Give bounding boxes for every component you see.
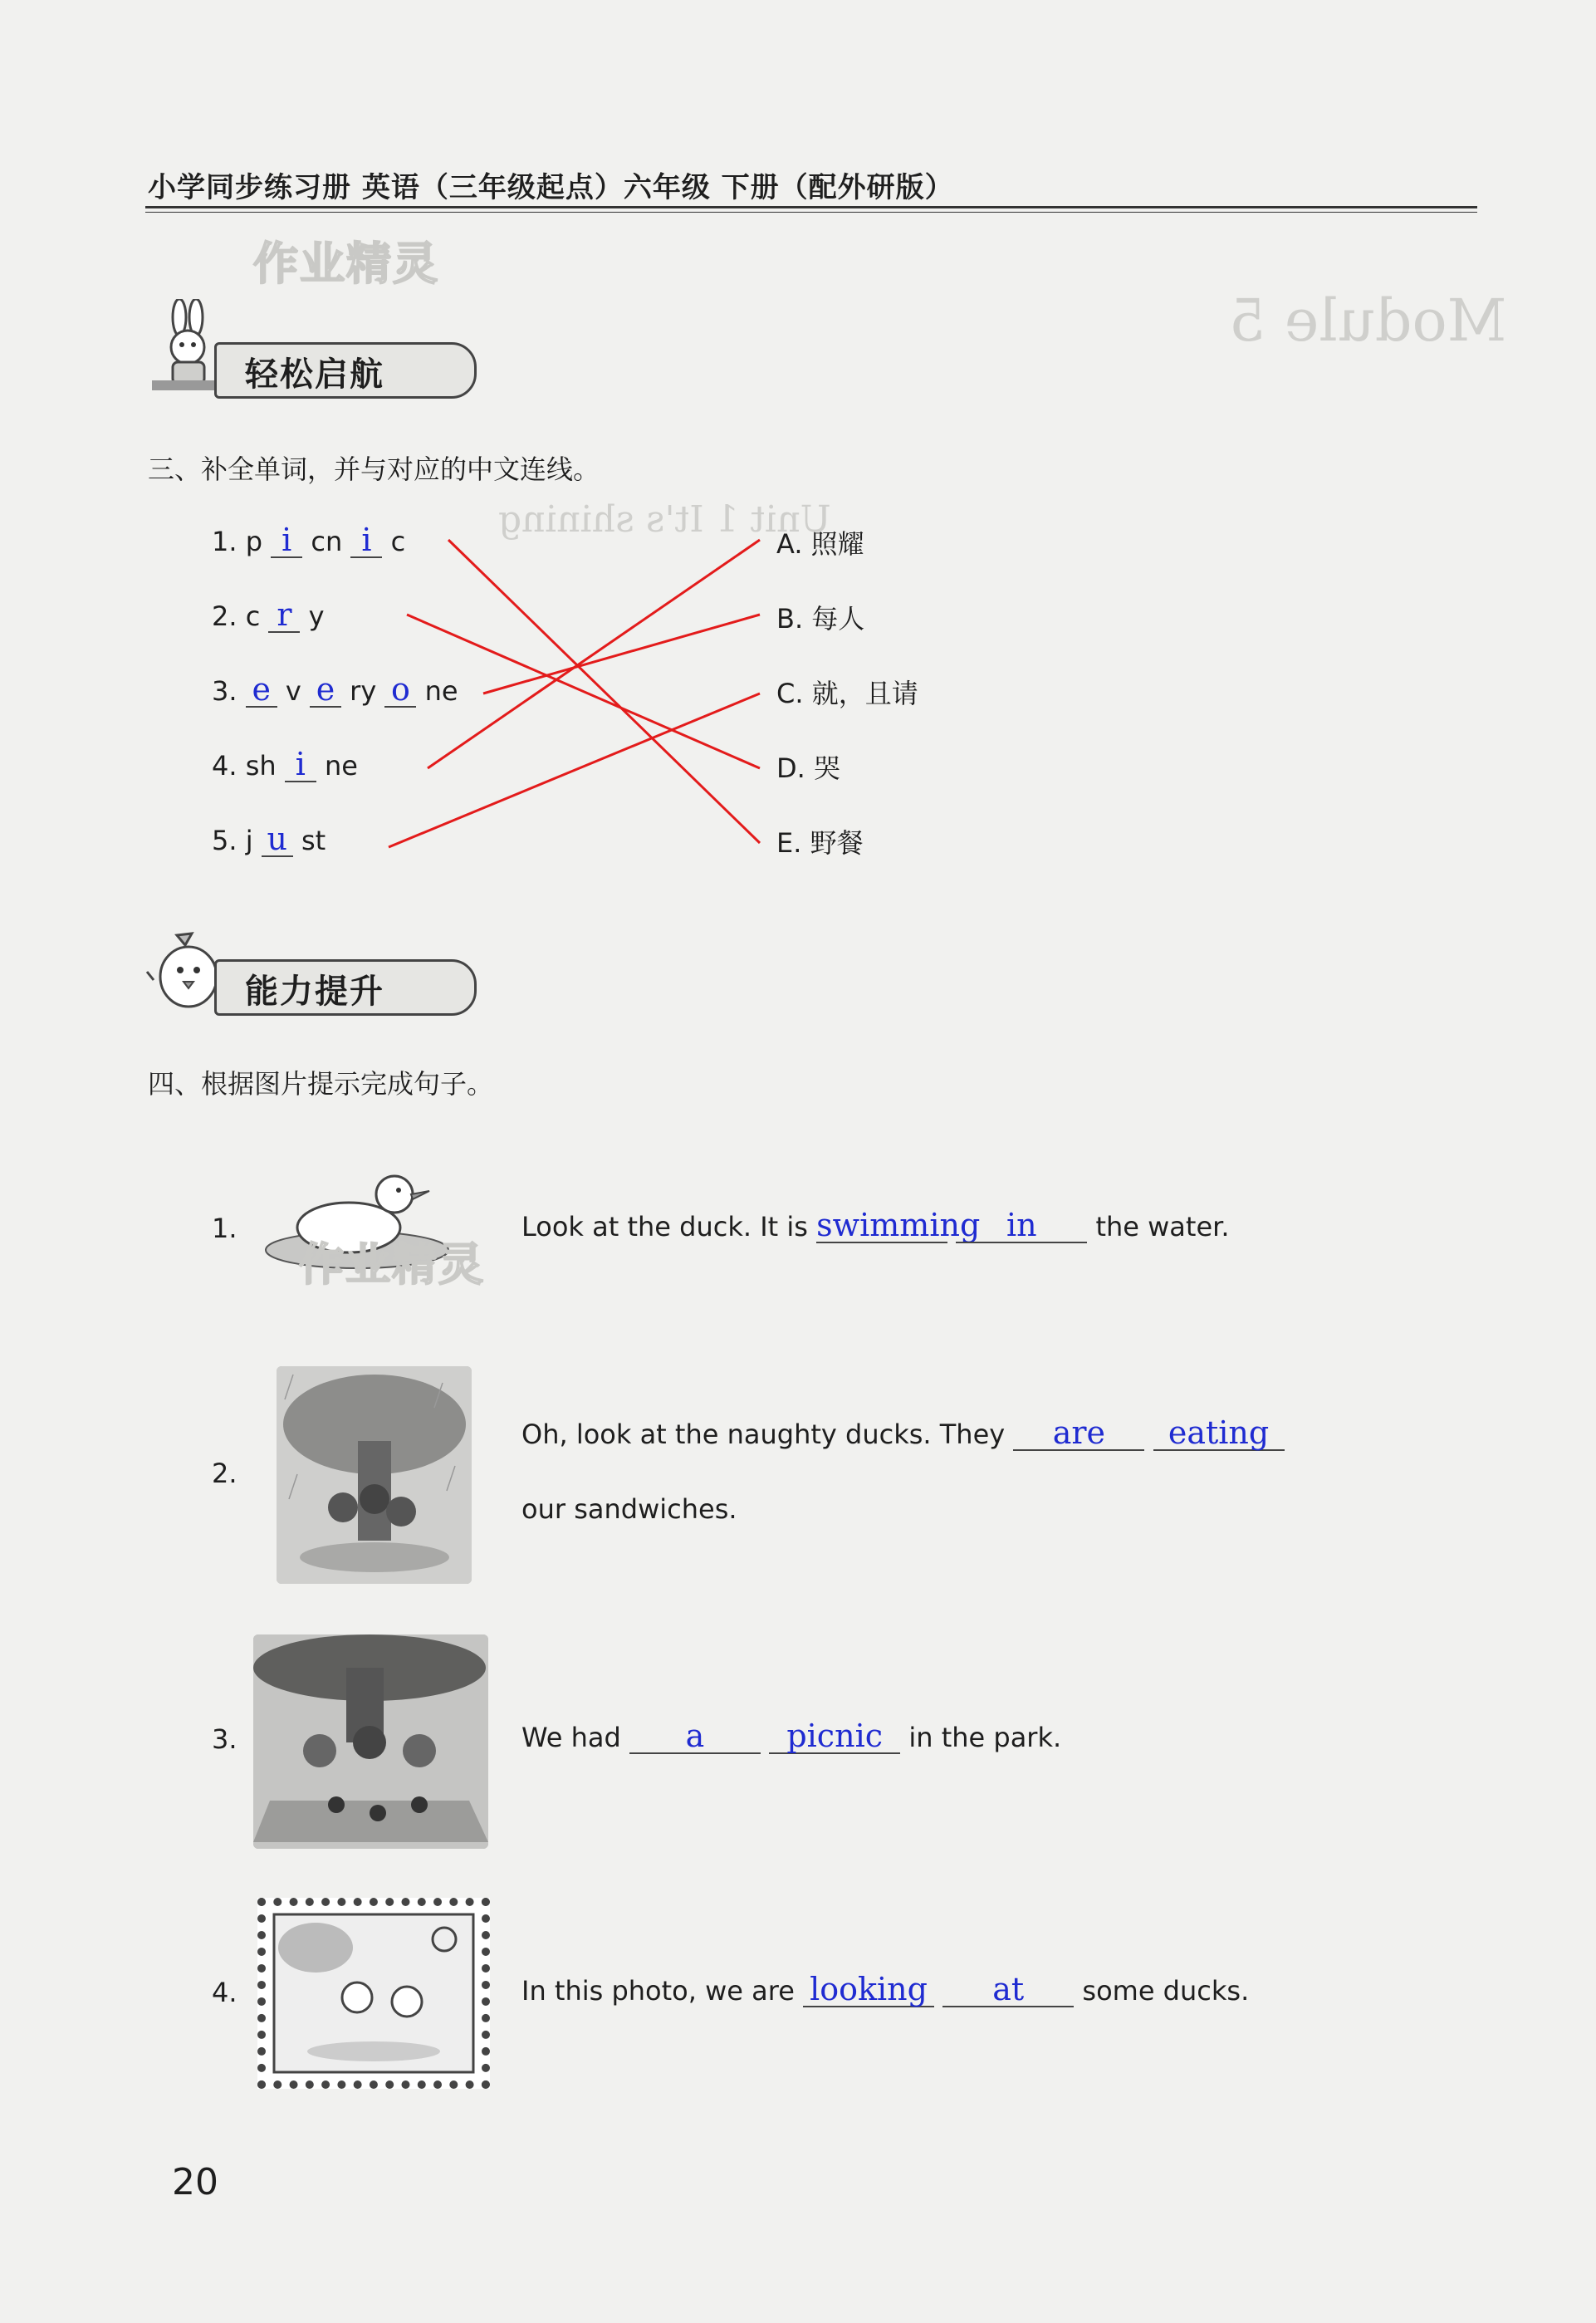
answer-blank[interactable]: picnic — [769, 1719, 900, 1754]
answer-blank[interactable]: i — [285, 747, 316, 782]
word-item-5: 5. j u st — [212, 821, 326, 857]
option-a: A. 照耀 — [776, 528, 864, 560]
section-title-ability: 能力提升 — [245, 973, 384, 1011]
answer-blank[interactable]: in — [956, 1208, 1087, 1243]
match-line — [483, 615, 760, 693]
word-item-4: 4. sh i ne — [212, 746, 358, 782]
page-number: 20 — [172, 2161, 218, 2203]
item-number: 4. — [212, 1977, 237, 2008]
watermark-logo: 作业精灵 — [299, 1238, 485, 1291]
part4-instruction: 四、根据图片提示完成句子。 — [148, 1068, 494, 1100]
answer-blank[interactable]: e — [310, 673, 341, 708]
match-line — [389, 693, 760, 847]
sentence-3: We had a picnic in the park. — [521, 1718, 1062, 1754]
answer-blank[interactable]: are — [1013, 1416, 1144, 1451]
answer-blank[interactable]: o — [384, 673, 416, 708]
rain-tree-picnic-picture — [277, 1366, 472, 1584]
answer-blank[interactable]: u — [262, 822, 293, 857]
answer-blank[interactable]: e — [246, 673, 277, 708]
sentence-2-line2: our sandwiches. — [521, 1493, 737, 1525]
item-number: 3. — [212, 1723, 237, 1755]
match-line — [448, 540, 760, 843]
word-item-1: 1. p i cn i c — [212, 522, 406, 558]
bleed-through-text: Unit 1 It's shining — [498, 498, 831, 541]
part3-instruction: 三、补全单词，并与对应的中文连线。 — [148, 453, 600, 485]
answer-blank[interactable]: swimming — [816, 1207, 981, 1243]
sentence-4: In this photo, we are looking at some ducks. — [521, 1971, 1250, 2007]
option-e: E. 野餐 — [776, 827, 864, 859]
item-number: 2. — [212, 1458, 237, 1489]
option-d: D. 哭 — [776, 752, 840, 784]
item-number: 1. — [212, 1213, 237, 1244]
sentence-2: Oh, look at the naughty ducks. They are eating — [521, 1416, 1285, 1451]
section-title-easy-start: 轻松启航 — [245, 355, 384, 394]
sentence-1: Look at the duck. It is swimming in the water. — [521, 1207, 1230, 1243]
option-b: B. 每人 — [776, 603, 865, 635]
answer-blank[interactable]: looking — [803, 1973, 934, 2007]
word-item-3: 3. e v e ry o ne — [212, 671, 458, 708]
answer-blank[interactable]: eating — [1153, 1416, 1285, 1451]
match-line — [428, 540, 760, 768]
page-header-title: 小学同步练习册 英语（三年级起点）六年级 下册（配外研版） — [148, 171, 954, 204]
answer-blank[interactable]: r — [268, 598, 300, 633]
answer-blank[interactable]: i — [350, 523, 382, 558]
photo-stamp-picture — [257, 1898, 490, 2089]
option-c: C. 就，且请 — [776, 678, 918, 709]
word-item-2: 2. c r y — [212, 596, 325, 633]
answer-blank[interactable]: i — [271, 523, 302, 558]
answer-blank[interactable]: a — [629, 1719, 761, 1754]
answer-blank[interactable]: at — [942, 1973, 1074, 2007]
bleed-through-text: Module 5 — [1229, 287, 1507, 355]
watermark-logo: 作业精灵 — [253, 238, 439, 290]
park-picnic-picture — [253, 1634, 488, 1849]
